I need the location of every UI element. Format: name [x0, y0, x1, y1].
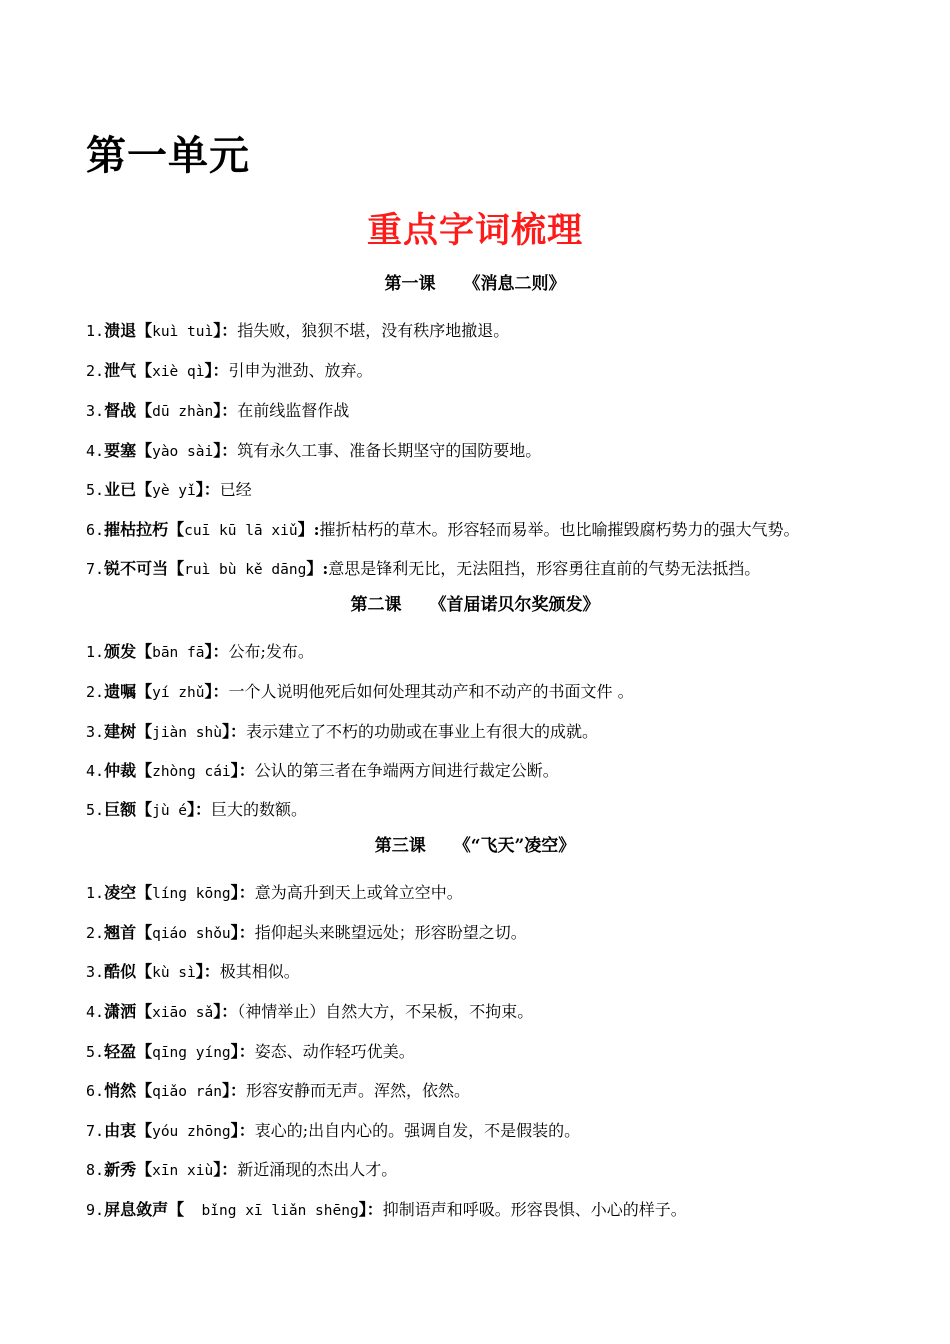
entry-separator: : — [322, 559, 329, 578]
entry-definition: 形容安静而无声。浑然，依然。 — [245, 1081, 470, 1100]
entry-pinyin: jù é — [152, 803, 188, 819]
entry-number: 6. — [86, 1082, 105, 1100]
bracket-close: 】 — [195, 962, 204, 981]
entry-pinyin: kù sì — [152, 965, 196, 981]
entry-separator: ： — [221, 441, 238, 460]
entry-separator: ： — [238, 1121, 255, 1140]
entry-pinyin: zhòng cái — [152, 764, 231, 780]
entry-pinyin: qiǎo rán — [152, 1084, 222, 1100]
bracket-open: 【 — [168, 559, 185, 578]
vocab-entry — [86, 439, 880, 464]
entry-separator: ： — [229, 1081, 246, 1100]
entry-number: 4. — [86, 442, 105, 460]
entry-pinyin: xīn xiù — [152, 1163, 214, 1179]
bracket-close: 】 — [297, 520, 314, 539]
vocab-entry — [86, 921, 880, 946]
entry-word: 翘首 — [104, 923, 137, 942]
entry-number: 4. — [86, 1003, 105, 1021]
bracket-close: 】 — [204, 682, 213, 701]
bracket-close: 】 — [213, 1160, 222, 1179]
bracket-close: 】 — [195, 480, 204, 499]
entry-separator: : — [313, 520, 320, 539]
entry-separator: ： — [238, 761, 255, 780]
entry-word: 建树 — [104, 722, 137, 741]
vocab-entry — [86, 319, 880, 344]
entry-number: 5. — [86, 1043, 105, 1061]
bracket-close: 】 — [221, 1081, 230, 1100]
entry-word: 新秀 — [104, 1160, 137, 1179]
entry-definition: 抑制语声和呼吸。形容畏惧、小心的样子。 — [382, 1200, 687, 1219]
bracket-open: 【 — [136, 1081, 153, 1100]
entry-word: 遗嘱 — [104, 682, 137, 701]
entry-pinyin: líng kōng — [152, 886, 231, 902]
entry-number: 2. — [86, 683, 105, 701]
lesson-name: 《消息二则》 — [463, 274, 566, 294]
vocab-entry — [86, 798, 880, 823]
entry-pinyin: kuì tuì — [152, 324, 214, 340]
bracket-close: 】 — [187, 800, 196, 819]
bracket-open: 【 — [136, 1002, 153, 1021]
bracket-close: 】 — [221, 722, 230, 741]
entry-word: 潇洒 — [104, 1002, 137, 1021]
lesson-name: 《首届诺贝尔奖颁发》 — [429, 595, 600, 615]
entry-word: 巨额 — [104, 800, 137, 819]
bracket-open: 【 — [136, 480, 153, 499]
entry-number: 3. — [86, 723, 105, 741]
entry-word: 泄气 — [104, 361, 137, 380]
entry-number: 7. — [86, 1122, 105, 1140]
entry-separator: ： — [238, 883, 255, 902]
entry-pinyin: xiāo sǎ — [152, 1005, 214, 1021]
entry-word: 溃退 — [104, 321, 137, 340]
entry-separator: ： — [229, 722, 246, 741]
bracket-open: 【 — [136, 1121, 153, 1140]
entry-pinyin: yào sài — [152, 444, 214, 460]
bracket-open: 【 — [136, 361, 153, 380]
entry-separator: ： — [212, 642, 229, 661]
entry-word: 凌空 — [104, 883, 137, 902]
bracket-close: 】 — [230, 1042, 239, 1061]
entry-word: 由衷 — [104, 1121, 137, 1140]
entry-pinyin: ruì bù kě dāng — [184, 562, 307, 578]
bracket-close: 】 — [230, 761, 239, 780]
bracket-open: 【 — [168, 1200, 185, 1219]
entry-number: 1. — [86, 643, 105, 661]
bracket-close: 】 — [213, 1002, 222, 1021]
entry-definition: 指失败，狼狈不堪，没有秩序地撤退。 — [237, 321, 510, 340]
bracket-close: 】 — [358, 1200, 367, 1219]
bracket-open: 【 — [136, 883, 153, 902]
lesson-name: 《“飞天”凌空》 — [453, 836, 576, 856]
bracket-close: 】 — [204, 361, 213, 380]
entry-pinyin: jiàn shù — [152, 725, 222, 741]
entry-pinyin: yóu zhōng — [152, 1124, 231, 1140]
entry-number: 2. — [86, 362, 105, 380]
bracket-close: 】 — [230, 883, 239, 902]
bracket-close: 】 — [213, 321, 222, 340]
entry-pinyin: cuī kū lā xiǔ — [184, 523, 298, 539]
entry-word: 酷似 — [104, 962, 137, 981]
entry-word: 悄然 — [104, 1081, 137, 1100]
entry-definition: 表示建立了不朽的功勋或在事业上有很大的成就。 — [245, 722, 598, 741]
bracket-open: 【 — [136, 1042, 153, 1061]
entry-word: 颁发 — [104, 642, 137, 661]
bracket-open: 【 — [136, 441, 153, 460]
entry-definition: 公布;发布。 — [228, 642, 314, 661]
entry-definition: 意思是锋利无比，无法阻挡，形容勇往直前的气势无法抵挡。 — [328, 559, 761, 578]
bracket-open: 【 — [168, 520, 185, 539]
entry-definition: 已经 — [219, 480, 252, 499]
entry-definition: 意为高升到天上或耸立空中。 — [254, 883, 463, 902]
entry-number: 1. — [86, 884, 105, 902]
entry-separator: ： — [212, 682, 229, 701]
vocab-entry — [86, 557, 880, 582]
entry-pinyin: yí zhǔ — [152, 685, 205, 701]
bracket-open: 【 — [136, 722, 153, 741]
entry-number: 5. — [86, 801, 105, 819]
vocab-entry — [86, 759, 880, 784]
vocab-entry — [86, 399, 880, 424]
entry-word: 业已 — [104, 480, 137, 499]
entry-word: 轻盈 — [104, 1042, 137, 1061]
entry-pinyin: xiè qì — [152, 364, 205, 380]
bracket-open: 【 — [136, 401, 153, 420]
bracket-open: 【 — [136, 962, 153, 981]
entry-number: 6. — [86, 521, 105, 539]
vocab-entry — [86, 881, 880, 906]
entry-number: 8. — [86, 1161, 105, 1179]
lesson-heading — [0, 593, 950, 617]
bracket-close: 】 — [230, 923, 239, 942]
entry-separator: ： — [212, 361, 229, 380]
entry-definition: 姿态、动作轻巧优美。 — [254, 1042, 415, 1061]
vocab-entry — [86, 478, 880, 503]
bracket-close: 】 — [204, 642, 213, 661]
entry-separator: ： — [195, 800, 212, 819]
bracket-open: 【 — [136, 923, 153, 942]
entry-definition: 极其相似。 — [219, 962, 300, 981]
vocab-entry — [86, 1158, 880, 1183]
vocab-entry — [86, 720, 880, 745]
bracket-open: 【 — [136, 761, 153, 780]
entry-separator: ： — [221, 401, 238, 420]
entry-definition: 指仰起头来眺望远处；形容盼望之切。 — [254, 923, 527, 942]
entry-number: 3. — [86, 963, 105, 981]
vocab-entry — [86, 518, 880, 543]
entry-pinyin: bān fā — [152, 645, 205, 661]
bracket-open: 【 — [136, 321, 153, 340]
entry-definition: 引申为泄劲、放弃。 — [228, 361, 373, 380]
main-title: 重点字词梳理 — [366, 211, 583, 251]
vocab-entry — [86, 359, 880, 384]
entry-number: 1. — [86, 322, 105, 340]
vocab-entry — [86, 1000, 880, 1025]
lesson-number: 第三课 — [374, 836, 426, 856]
entry-number: 3. — [86, 402, 105, 420]
vocab-entry — [86, 1040, 880, 1065]
unit-title: 第一单元 — [86, 133, 250, 179]
vocab-entry — [86, 680, 880, 705]
lesson-heading — [0, 834, 950, 858]
entry-word: 要塞 — [104, 441, 137, 460]
vocab-entry — [86, 1119, 880, 1144]
entry-separator: ： — [221, 1160, 238, 1179]
bracket-close: 】 — [213, 401, 222, 420]
bracket-open: 【 — [136, 1160, 153, 1179]
entry-definition: 一个人说明他死后如何处理其动产和不动产的书面文件 。 — [228, 682, 634, 701]
bracket-open: 【 — [136, 682, 153, 701]
entry-word: 督战 — [104, 401, 137, 420]
entry-definition: 在前线监督作战 — [237, 401, 350, 420]
entry-pinyin: qiáo shǒu — [152, 926, 231, 942]
entry-separator: ： — [221, 1002, 238, 1021]
entry-definition: 公认的第三者在争端两方间进行裁定公断。 — [254, 761, 559, 780]
entry-number: 9. — [86, 1201, 105, 1219]
bracket-open: 【 — [136, 642, 153, 661]
entry-word: 屏息敛声 — [104, 1200, 169, 1219]
entry-word: 锐不可当 — [104, 559, 169, 578]
entry-separator: ： — [203, 480, 220, 499]
entry-separator: ： — [203, 962, 220, 981]
entry-number: 5. — [86, 481, 105, 499]
entry-word: 仲裁 — [104, 761, 137, 780]
entry-separator: ： — [238, 923, 255, 942]
lesson-number: 第二课 — [350, 595, 402, 615]
bracket-open: 【 — [136, 800, 153, 819]
entry-definition: 巨大的数额。 — [211, 800, 308, 819]
entry-definition: 摧折枯朽的草木。形容轻而易举。也比喻摧毁腐朽势力的强大气势。 — [319, 520, 800, 539]
vocab-entry — [86, 1198, 880, 1223]
vocab-entry — [86, 960, 880, 985]
bracket-close: 】 — [230, 1121, 239, 1140]
bracket-close: 】 — [213, 441, 222, 460]
entry-number: 4. — [86, 762, 105, 780]
entry-definition: 衷心的;出自内心的。强调自发，不是假装的。 — [254, 1121, 581, 1140]
entry-pinyin: yè yǐ — [152, 483, 196, 499]
entry-definition: （神情举止）自然大方，不呆板，不拘束。 — [237, 1002, 534, 1021]
entry-word: 摧枯拉朽 — [104, 520, 169, 539]
vocab-entry — [86, 1079, 880, 1104]
entry-pinyin: dū zhàn — [152, 404, 214, 420]
entry-separator: ： — [238, 1042, 255, 1061]
entry-separator: ： — [221, 321, 238, 340]
entry-pinyin: qīng yíng — [152, 1045, 231, 1061]
entry-number: 2. — [86, 924, 105, 942]
entry-separator: ： — [366, 1200, 383, 1219]
entry-definition: 新近涌现的杰出人才。 — [237, 1160, 398, 1179]
entry-number: 7. — [86, 560, 105, 578]
entry-pinyin: bǐng xī liǎn shēng — [184, 1203, 359, 1219]
lesson-number: 第一课 — [384, 274, 436, 294]
vocab-entry — [86, 640, 880, 665]
bracket-close: 】 — [306, 559, 323, 578]
lesson-heading — [0, 272, 950, 296]
entry-definition: 筑有永久工事、准备长期坚守的国防要地。 — [237, 441, 542, 460]
